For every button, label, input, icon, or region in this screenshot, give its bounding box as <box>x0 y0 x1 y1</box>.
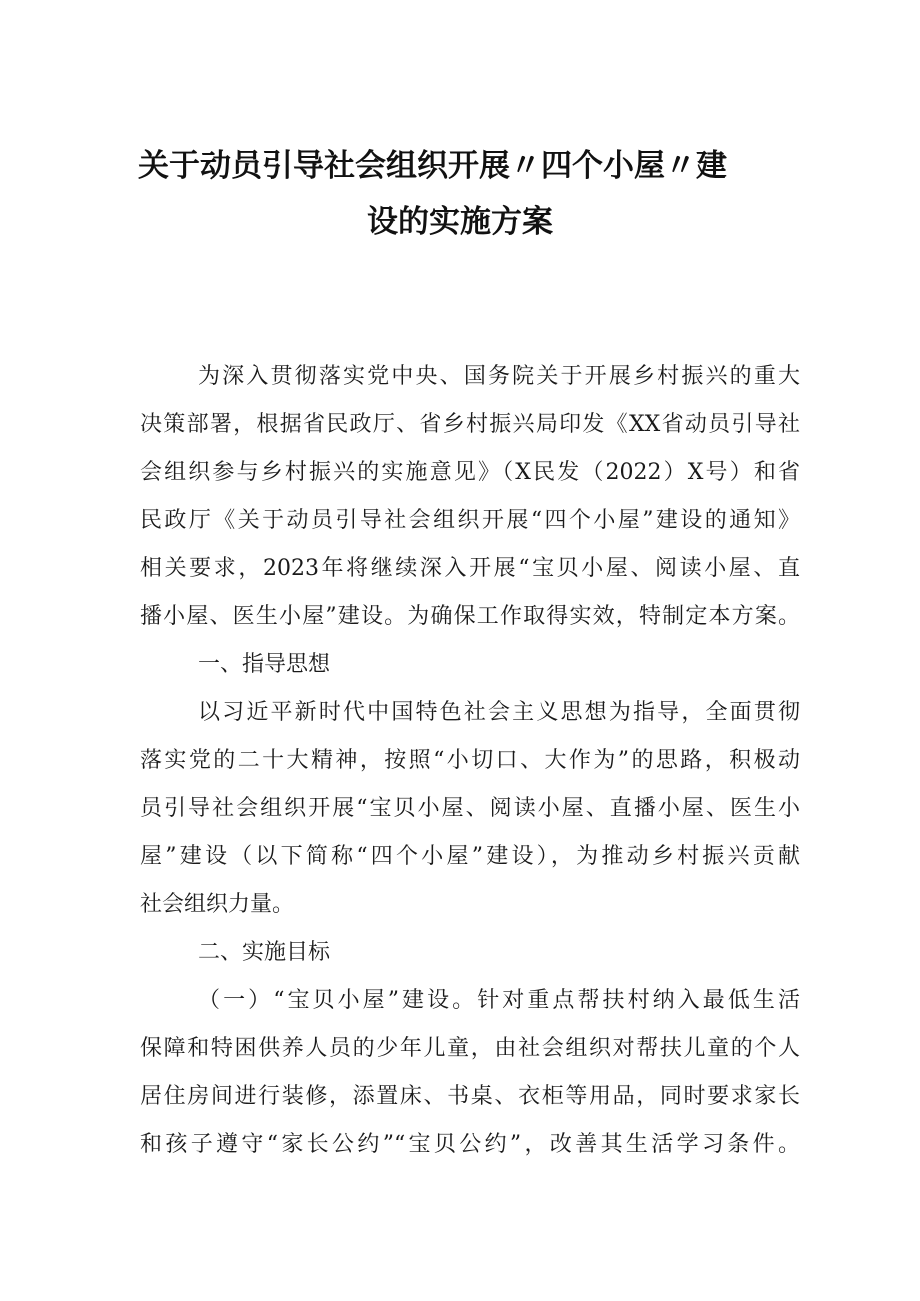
paragraph-line: 播小屋、医生小屋”建设。为确保工作取得实效，特制定本方案。 <box>140 604 800 629</box>
paragraph-line: 屋”建设（以下简称“四个小屋”建设），为推动乡村振兴贡献 <box>140 844 800 869</box>
paragraph-line: 相关要求，2023年将继续深入开展“宝贝小屋、阅读小屋、直 <box>140 556 800 581</box>
paragraph-line: 民政厅《关于动员引导社会组织开展“四个小屋”建设的通知》 <box>140 508 800 533</box>
document-title-line-2: 设的实施方案 <box>367 204 553 240</box>
section-heading: 二、实施目标 <box>198 940 331 965</box>
paragraph-line: 保障和特困供养人员的少年儿童，由社会组织对帮扶儿童的个人 <box>140 1036 800 1061</box>
paragraph-line: 为深入贯彻落实党中央、国务院关于开展乡村振兴的重大 <box>198 364 800 389</box>
paragraph-line: （一）“宝贝小屋”建设。针对重点帮扶村纳入最低生活 <box>198 988 800 1013</box>
paragraph-line: 和孩子遵守“家长公约”“宝贝公约”，改善其生活学习条件。 <box>140 1132 800 1157</box>
paragraph-line: 以习近平新时代中国特色社会主义思想为指导，全面贯彻 <box>198 700 800 725</box>
paragraph-line: 落实党的二十大精神，按照“小切口、大作为”的思路，积极动 <box>140 748 800 773</box>
document-title-line-1: 关于动员引导社会组织开展〃四个小屋〃建 <box>138 148 727 184</box>
paragraph-line: 居住房间进行装修，添置床、书桌、衣柜等用品，同时要求家长 <box>140 1084 800 1109</box>
paragraph-line: 员引导社会组织开展“宝贝小屋、阅读小屋、直播小屋、医生小 <box>140 796 800 821</box>
paragraph-line: 社会组织力量。 <box>140 892 295 917</box>
section-heading: 一、指导思想 <box>198 652 331 677</box>
paragraph-line: 决策部署，根据省民政厅、省乡村振兴局印发《XX省动员引导社 <box>140 412 800 437</box>
paragraph-line: 会组织参与乡村振兴的实施意见》（X民发（2022）X号）和省 <box>140 460 800 485</box>
